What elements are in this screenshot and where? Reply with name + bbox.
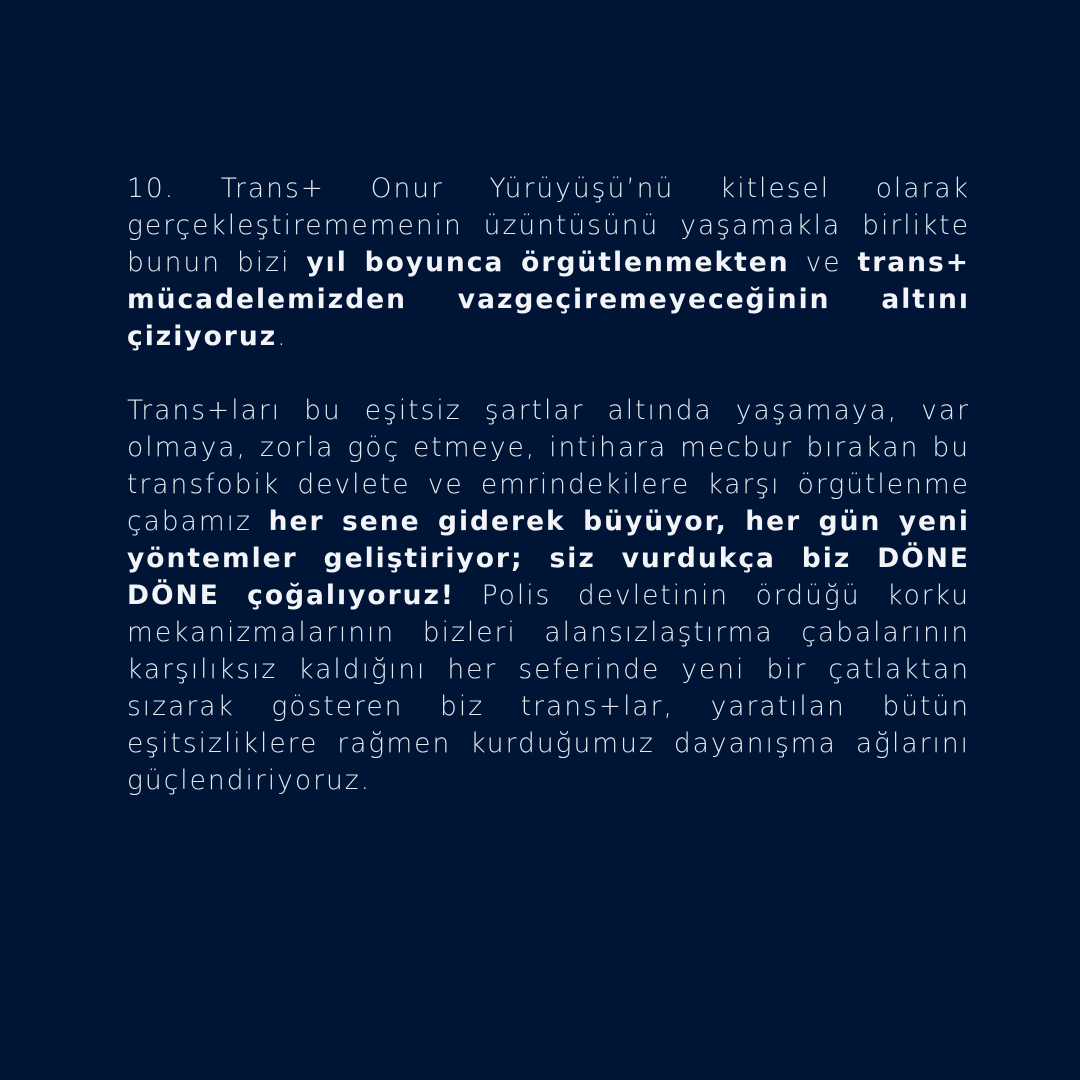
paragraph-1-text: ve	[789, 247, 858, 278]
paragraph-2-emphasis: her sene giderek büyüyor, her gün yeni yöntemler geliştiriyor; siz vurdukça biz DÖNE DÖNE çoğalıyoruz!	[127, 506, 970, 611]
paragraph-1-text: .	[277, 321, 288, 352]
paragraph-1	[127, 170, 970, 355]
paragraph-1-text: 10. Trans+ Onur Yürüyüşü’nü kitlesel olarak gerçekleştirememenin üzüntüsünü yaşamakla birlikte bunun bizi	[127, 173, 970, 278]
paragraph-1-emphasis-1: yıl boyunca örgütlenmekten	[306, 247, 790, 278]
statement-text	[127, 170, 970, 799]
paragraph-2-text: Trans+ları bu eşitsiz şartlar altında yaşamaya, var olmaya, zorla göç etmeye, intihara mecbur bırakan bu transfobik devlete ve emrindekilere karşı örgütlenme çabamız	[127, 395, 970, 537]
paragraph-1-emphasis-2: trans+ mücadelemizden vazgeçiremeyeceğinin altını çiziyoruz	[127, 247, 970, 352]
paragraph-2-text: Polis devletinin ördüğü korku mekanizmalarının bizleri alansızlaştırma çabalarının karşılıksız kaldığını her seferinde yeni bir çatlaktan sızarak gösteren biz trans+lar, yaratılan bütün eşitsizliklere rağmen kurduğumuz dayanışma ağlarını güçlendiriyoruz.	[127, 580, 971, 796]
paragraph-2	[127, 392, 970, 799]
